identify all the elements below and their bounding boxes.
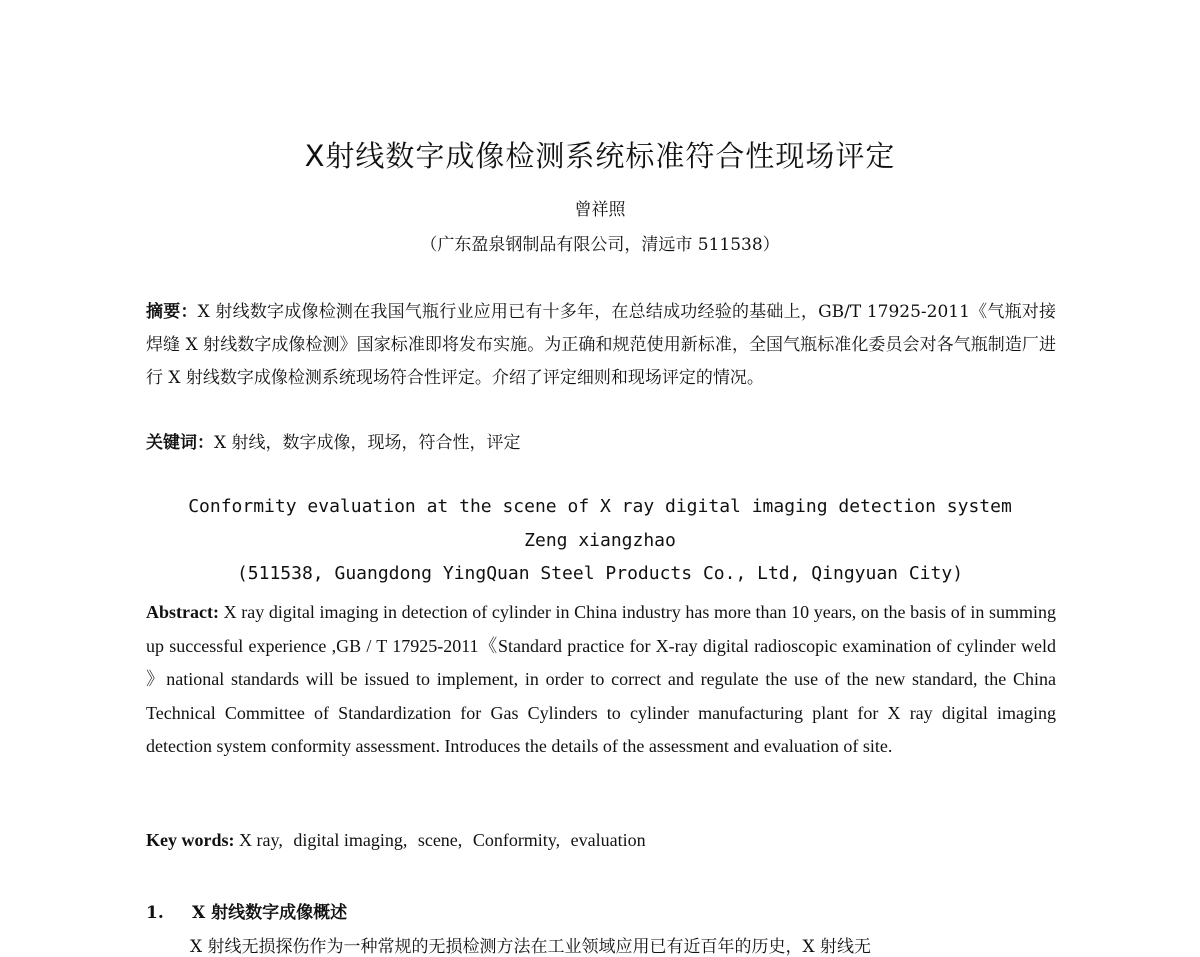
- author-affiliation: （广东盈泉钢制品有限公司，清远市 511538）: [420, 235, 780, 255]
- chinese-abstract-text: X 射线数字成像检测在我国气瓶行业应用已有十多年，在总结成功经验的基础上，GB/T 17925-2011《气瓶对接焊缝 X 射线数字成像检测》国家标准即将发布实施。为正确和规范使用新标准，全国气瓶标准化委员会对各气瓶制造厂进行 X 射线数字成像检测系统现场符合性评定。介绍了评定细则和现场评定的情况。: [146, 302, 1057, 388]
- keyword-item: Conformity,: [472, 830, 561, 850]
- author-name: 曾祥照: [574, 200, 626, 220]
- english-title: Conformity evaluation at the scene of X ray digital imaging detection system: [188, 496, 1012, 517]
- paper-title: X射线数字成像检测系统标准符合性现场评定: [304, 139, 896, 173]
- keyword-item: scene,: [417, 830, 463, 850]
- english-author: Zeng xiangzhao: [524, 530, 676, 551]
- keyword-item: X ray,: [239, 830, 283, 850]
- chinese-abstract: [146, 296, 1056, 395]
- section-body-text: X 射线无损探伤作为一种常规的无损检测方法在工业领域应用已有近百年的历史，X 射线无: [190, 937, 872, 957]
- chinese-keywords-label: 关键词：: [146, 433, 214, 453]
- section-heading: [146, 898, 347, 923]
- chinese-keywords: [146, 427, 1056, 460]
- section-title: X 射线数字成像概述: [192, 903, 348, 923]
- english-keywords: [146, 830, 1056, 851]
- keyword-item: digital imaging,: [293, 830, 408, 850]
- english-abstract-text: X ray digital imaging in detection of cylinder in China industry has more than 10 years, on the basis of in summing up successful experience ,GB / T 17925-2011《Standard practice for X-ray digital radioscopic examination of cylinder weld 》national standards will be issued to implement, in order to correct and regulate the use of the new standard, the China Technical Committee of Standardization for Gas Cylinders to cylinder manufacturing plant for X ray digital imaging detection system conformity assessment. Introduces the details of the assessment and evaluation of site.: [146, 602, 1056, 756]
- keyword-item: evaluation: [570, 830, 646, 850]
- english-keywords-label: Key words:: [146, 830, 235, 850]
- chinese-keywords-text: X 射线，数字成像，现场，符合性，评定: [214, 433, 521, 453]
- english-abstract: [146, 596, 1056, 764]
- english-abstract-label: Abstract:: [146, 602, 219, 622]
- section-number: 1.: [146, 903, 164, 923]
- english-affiliation: (511538, Guangdong YingQuan Steel Products Co., Ltd, Qingyuan City): [236, 563, 964, 584]
- chinese-abstract-label: 摘要：: [146, 302, 198, 322]
